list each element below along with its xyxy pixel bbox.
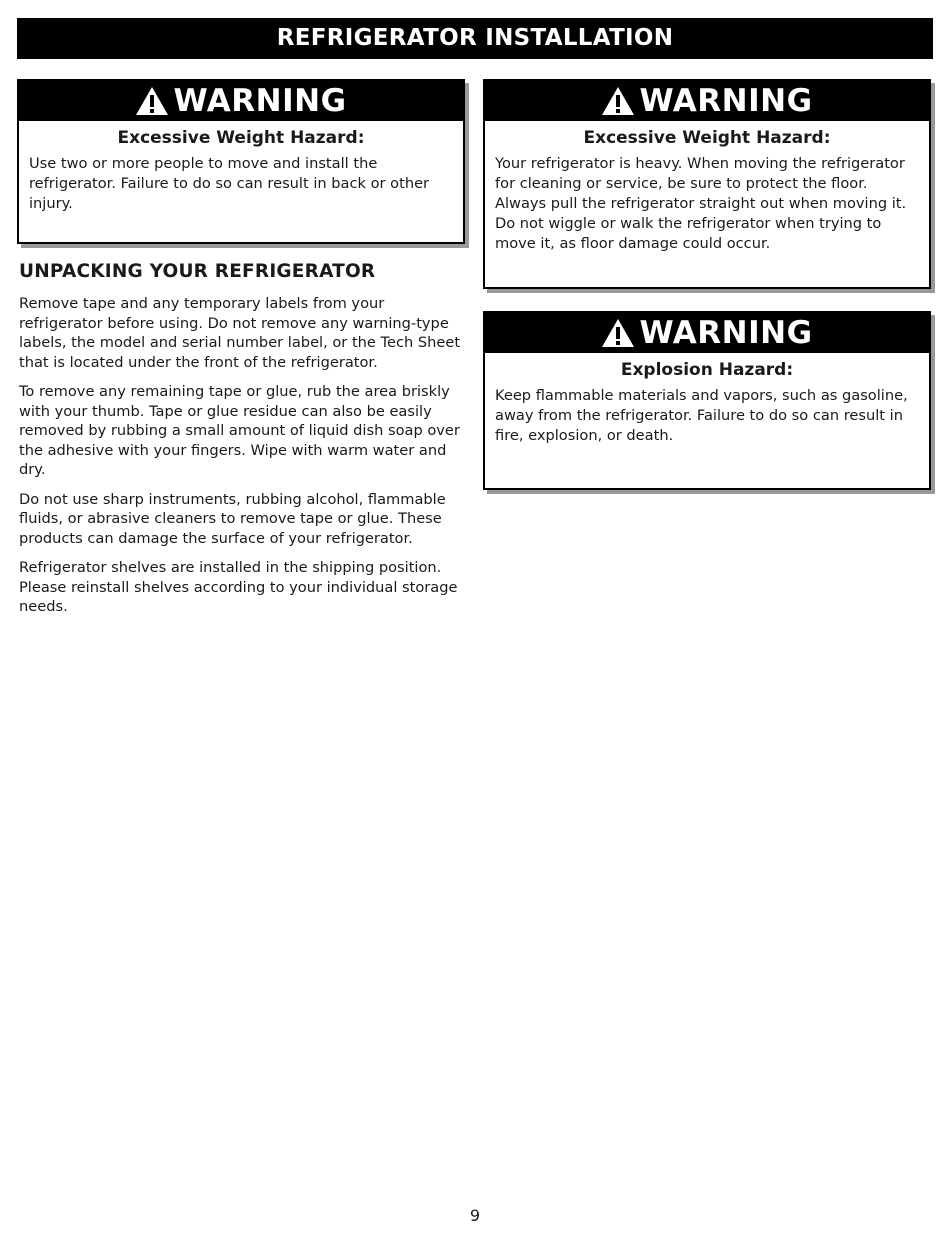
unpacking-paragraph: Remove tape and any temporary labels from your refrigerator before using. Do not remove any warning-type labels, the model and serial number label, or the Tech Sheet that is located under the front of the refrigerator. <box>19 295 461 371</box>
warning-box-explosion <box>483 311 931 490</box>
warning-label: WARNING <box>639 83 813 119</box>
warning-header <box>485 313 929 353</box>
warning-label: WARNING <box>639 315 813 351</box>
warning-triangle-icon <box>601 318 635 348</box>
page-header-title: REFRIGERATOR INSTALLATION <box>276 25 674 51</box>
warning-body: Use two or more people to move and install the refrigerator. Failure to do so can result in back or other injury. <box>29 155 430 212</box>
warning-subtitle: Excessive Weight Hazard: <box>583 128 831 148</box>
warning-subtitle: Excessive Weight Hazard: <box>117 128 365 148</box>
warning-header <box>485 81 929 121</box>
warning-label: WARNING <box>173 83 347 119</box>
unpacking-text <box>19 294 469 627</box>
page-header <box>17 18 933 59</box>
warning-header <box>19 81 463 121</box>
warning-body: Your refrigerator is heavy. When moving the refrigerator for cleaning or service, be sure to protect the floor. Always pull the refrigerator straight out when moving it. Do not wiggle or walk the refrigerator when trying to move it, as floor damage could occur. <box>495 155 907 252</box>
warning-triangle-icon <box>601 86 635 116</box>
warning-box-weight-right <box>483 79 931 289</box>
unpacking-section-title: UNPACKING YOUR REFRIGERATOR <box>19 261 376 282</box>
warning-body: Keep flammable materials and vapors, such as gasoline, away from the refrigerator. Failure to do so can result in fire, explosion, or death. <box>495 387 908 444</box>
unpacking-paragraph: Refrigerator shelves are installed in the shipping position. Please reinstall shelves according to your individual storage needs. <box>19 559 458 615</box>
unpacking-paragraph: To remove any remaining tape or glue, rub the area briskly with your thumb. Tape or glue residue can also be easily removed by rubbing a small amount of liquid dish soap over the adhesive with your fingers. Wipe with warm water and dry. <box>19 383 460 478</box>
warning-subtitle: Explosion Hazard: <box>620 360 794 380</box>
warning-box-weight-left <box>17 79 465 244</box>
warning-triangle-icon <box>135 86 169 116</box>
page-number: 9 <box>469 1206 481 1225</box>
unpacking-paragraph: Do not use sharp instruments, rubbing alcohol, flammable fluids, or abrasive cleaners to remove tape or glue. These products can damage the surface of your refrigerator. <box>19 490 446 547</box>
